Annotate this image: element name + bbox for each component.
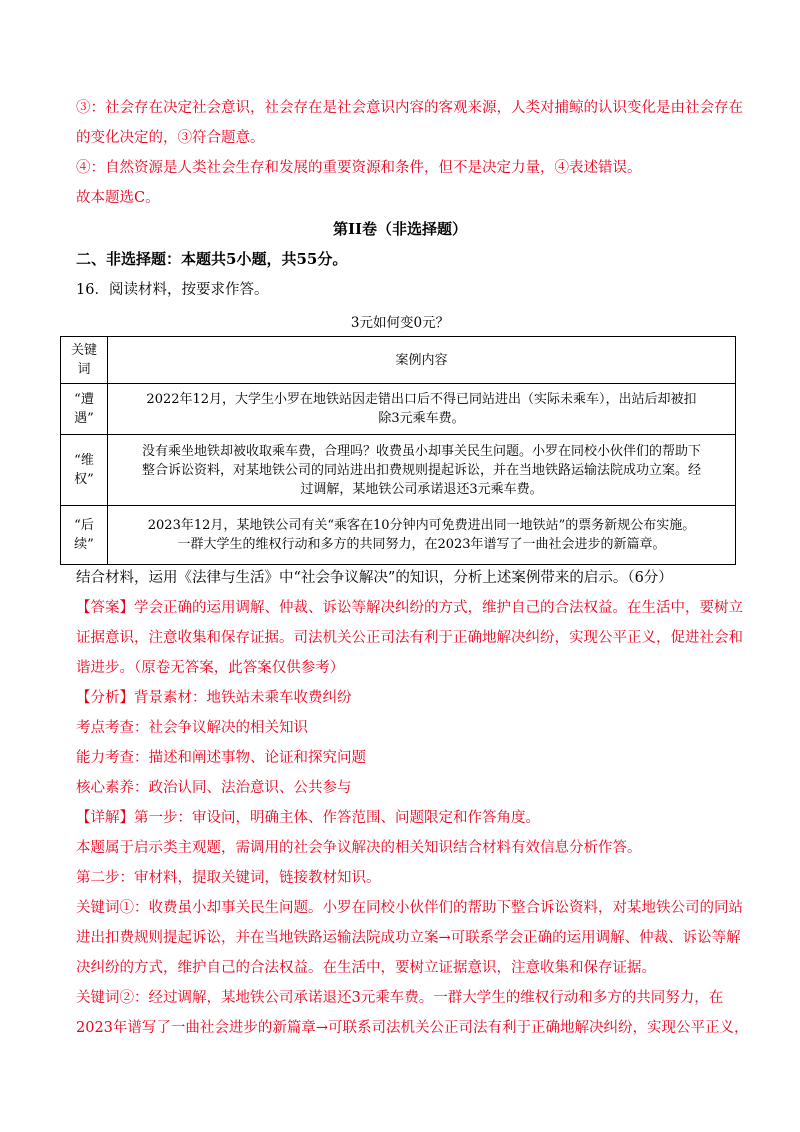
header-content-cell: 案例内容 <box>108 337 736 384</box>
detail-step1-line <box>76 808 540 828</box>
question-stem: 16．阅读材料，按要求作答。 <box>76 282 269 298</box>
analysis-text: 背景素材：地铁站未乘车收费纠纷 <box>134 690 352 706</box>
nengli-line: 能力考查：描述和阐述事物、论证和探究问题 <box>76 750 366 766</box>
keyword2-line2: 2023年谱写了一曲社会进步的新篇章→可联系司法机关公正司法有利于正确地解决纠纷，实现公平正义， <box>76 1020 749 1036</box>
row-key-cell: “维权” <box>61 435 108 506</box>
analysis-tag: 【分析】 <box>76 690 134 706</box>
row-content-line: 除3元乘车费。 <box>378 411 465 426</box>
keyword1-line3: 决纠纷的方式，维护自己的合法权益。在生活中，要树立证据意识，注意收集和保存证据。 <box>76 960 656 976</box>
table-title: 3元如何变0元？ <box>350 315 450 331</box>
row-content-line: 2022年12月，大学生小罗在地铁站因走错出口后不得已同站进出（实际未乘车），出站后却被扣 <box>146 392 697 407</box>
question-prompt: 结合材料，运用《法律与生活》中“社会争议解决”的知识，分析上述案例带来的启示。（6分） <box>76 570 673 586</box>
table-row <box>61 384 736 435</box>
keyword1-line2: 进出扣费规则提起诉讼，并在当地铁路运输法院成功立案→可联系学会正确的运用调解、仲裁、诉讼等解 <box>76 930 741 946</box>
table-row <box>61 435 736 506</box>
answer-text: 学会正确的运用调解、仲裁、诉讼等解决纠纷的方式，维护自己的合法权益。在生活中，要树立 <box>134 600 743 616</box>
answer-line1 <box>76 598 743 618</box>
detail-tag: 【详解】 <box>76 810 134 826</box>
answer-line3: 谐进步。（原卷无答案，此答案仅供参考） <box>76 660 345 676</box>
row-key-cell: “遭遇” <box>61 384 108 435</box>
row-content-line: 一群大学生的维权行动和多方的共同努力，在2023年谱写了一曲社会进步的新篇章。 <box>177 537 666 552</box>
analysis-option-4: ④：自然资源是人类社会生存和发展的重要资源和条件，但不是决定力量，④表述错误。 <box>76 160 642 176</box>
analysis-option-3-line2: 的变化决定的，③符合题意。 <box>76 130 265 146</box>
kaodian-line: 考点考查：社会争议解决的相关知识 <box>76 720 308 736</box>
hexin-line: 核心素养：政治认同、法治意识、公共参与 <box>76 780 352 796</box>
table-header-row <box>61 337 736 384</box>
answer-line2: 证据意识，注意收集和保存证据。司法机关公正司法有利于正确地解决纠纷，实现公平正义，促进社会和 <box>76 630 743 646</box>
analysis-option-3-line1: ③：社会存在决定社会意识，社会存在是社会意识内容的客观来源，人类对捕鲸的认识变化是由社会存在 <box>76 100 743 116</box>
detail-step2: 第二步：审材料，提取关键词，链接教材知识。 <box>76 870 381 886</box>
header-key-cell: 关键词 <box>61 337 108 384</box>
analysis-line <box>76 688 352 708</box>
row-content-cell <box>108 435 736 506</box>
row-key-cell: “后续” <box>61 506 108 565</box>
row-content-line: 2023年12月，某地铁公司有关“乘客在10分钟内可免费进出同一地铁站”的票务新规公布实施。 <box>147 518 696 533</box>
keyword2-line1: 关键词②：经过调解，某地铁公司承诺退还3元乘车费。一群大学生的维权行动和多方的共同努力，在 <box>76 990 724 1006</box>
row-content-cell <box>108 384 736 435</box>
row-content-line: 过调解，某地铁公司承诺退还3元乘车费。 <box>300 481 543 497</box>
detail-step1-text: 本题属于启示类主观题，需调用的社会争议解决的相关知识结合材料有效信息分析作答。 <box>76 840 642 856</box>
detail-step1: 第一步：审设问，明确主体、作答范围、问题限定和作答角度。 <box>134 810 540 826</box>
row-content-cell <box>108 506 736 565</box>
answer-choice: 故本题选C。 <box>76 190 160 206</box>
volume-title: 第II卷（非选择题） <box>332 220 468 238</box>
table-row <box>61 506 736 565</box>
case-table <box>60 336 736 565</box>
answer-tag: 【答案】 <box>76 600 134 616</box>
keyword1-line1: 关键词①：收费虽小却事关民生问题。小罗在同校小伙伴们的帮助下整合诉讼资料，对某地铁公司的同站 <box>76 900 743 916</box>
row-content-line: 没有乘坐地铁却被收取乘车费，合理吗？收费虽小却事关民生问题。小罗在同校小伙伴们的帮助下 <box>141 443 701 459</box>
row-content-line: 整合诉讼资料，对某地铁公司的同站进出扣费规则提起诉讼，并在当地铁路运输法院成功立案。经 <box>141 462 701 478</box>
section-heading: 二、非选择题：本题共5小题，共55分。 <box>76 250 348 268</box>
